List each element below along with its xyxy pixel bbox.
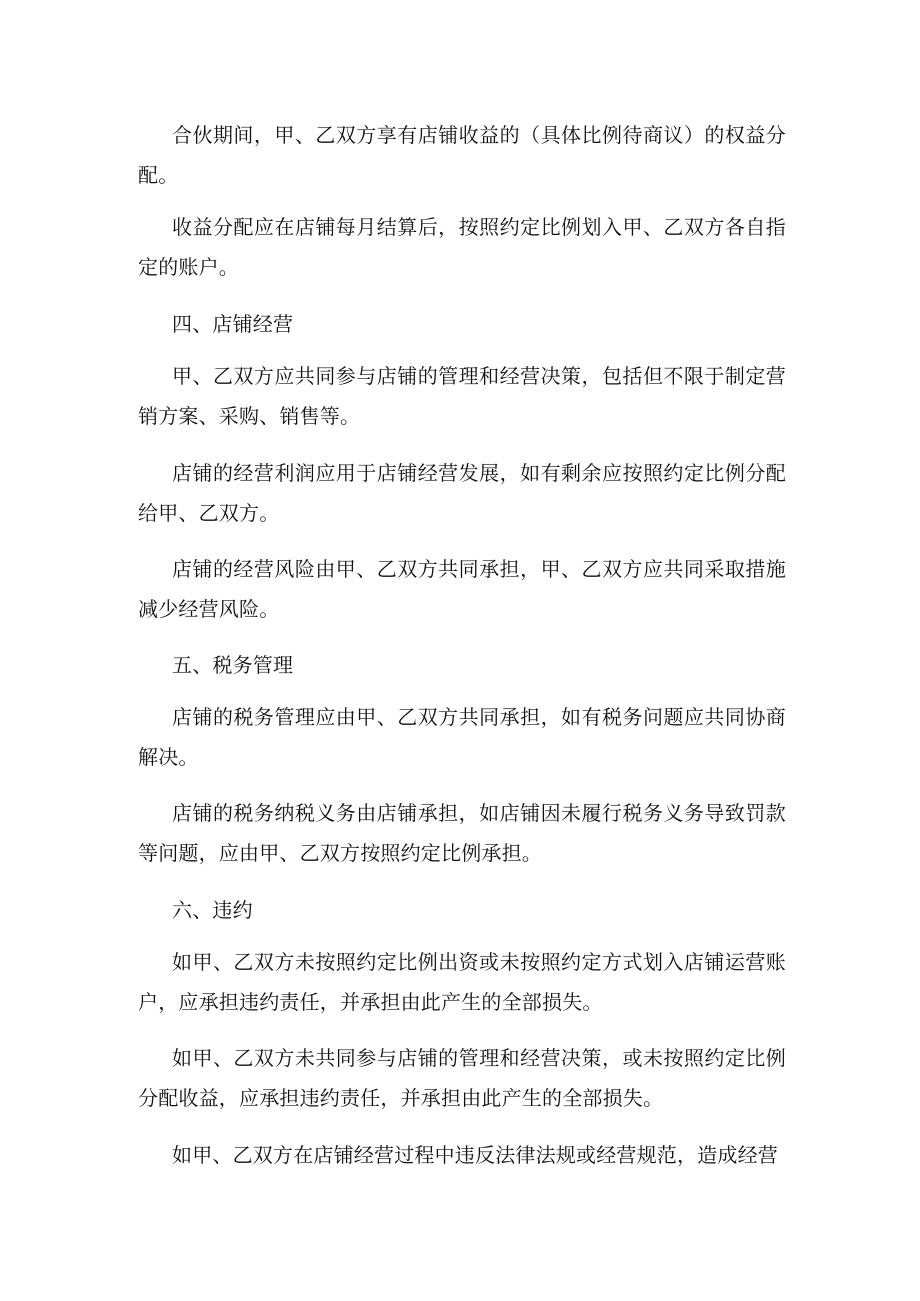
paragraph-joint-management: 甲、乙双方应共同参与店铺的管理和经营决策，包括但不限于制定营销方案、采购、销售等。 — [138, 364, 786, 428]
section-heading-breach: 六、违约 — [172, 898, 253, 922]
paragraph-profit-rights: 合伙期间，甲、乙双方享有店铺收益的（具体比例待商议）的权益分配。 — [138, 123, 786, 187]
section-heading-tax-management: 五、税务管理 — [172, 653, 294, 677]
paragraph-tax-obligation: 店铺的税务纳税义务由店铺承担，如店铺因未履行税务义务导致罚款等问题，应由甲、乙双方按照约定比例承担。 — [138, 801, 786, 865]
paragraph-breach-management: 如甲、乙双方未共同参与店铺的管理和经营决策，或未按照约定比例分配收益，应承担违约责任，并承担由此产生的全部损失。 — [138, 1046, 786, 1110]
paragraph-breach-law: 如甲、乙双方在店铺经营过程中违反法律法规或经营规范，造成经营 — [172, 1143, 778, 1167]
paragraph-tax-management: 店铺的税务管理应由甲、乙双方共同承担，如有税务问题应共同协商解决。 — [138, 705, 786, 769]
paragraph-operating-profit: 店铺的经营利润应用于店铺经营发展，如有剩余应按照约定比例分配给甲、乙双方。 — [138, 461, 786, 525]
paragraph-breach-capital: 如甲、乙双方未按照约定比例出资或未按照约定方式划入店铺运营账户，应承担违约责任，并承担由此产生的全部损失。 — [138, 950, 786, 1014]
paragraph-operating-risk: 店铺的经营风险由甲、乙双方共同承担，甲、乙双方应共同采取措施减少经营风险。 — [138, 557, 786, 621]
section-heading-store-operation: 四、店铺经营 — [172, 312, 294, 336]
paragraph-profit-distribution: 收益分配应在店铺每月结算后，按照约定比例划入甲、乙双方各自指定的账户。 — [138, 215, 786, 279]
